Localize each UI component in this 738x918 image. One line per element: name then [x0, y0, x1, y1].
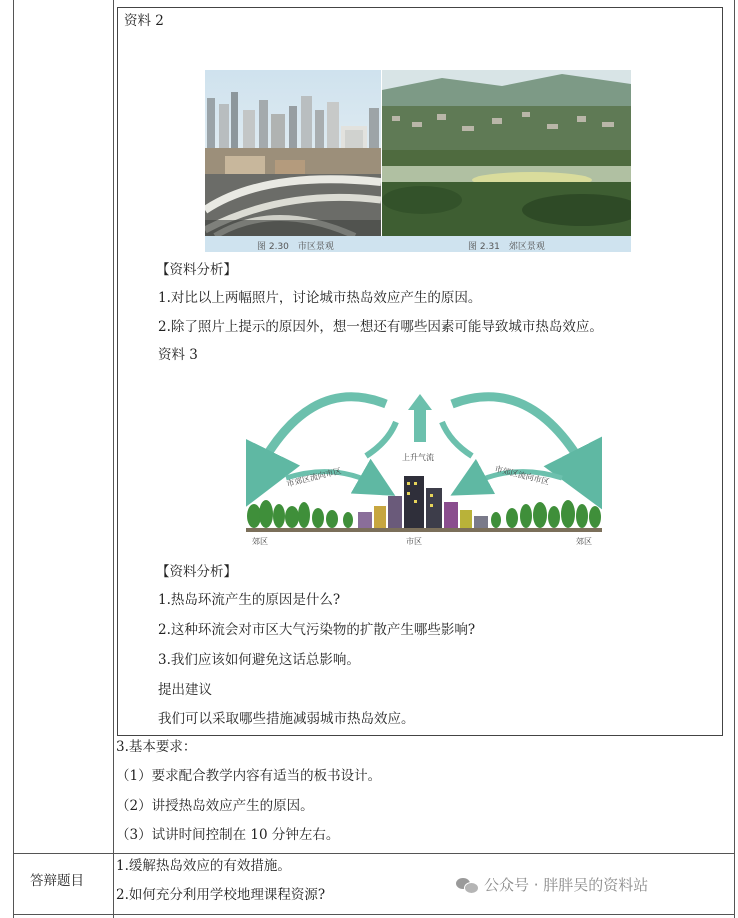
diagram-label-right-flow: 市郊区流向市区: [493, 464, 551, 487]
table-right-border: [734, 0, 735, 918]
diagram-label-right-suburb: 郊区: [576, 537, 592, 546]
defense-question-1: 1.缓解热岛效应的有效措施。: [116, 858, 291, 874]
diagram-label-left-suburb: 郊区: [252, 537, 268, 546]
requirement-3: （3）试讲时间控制在 10 分钟左右。: [116, 827, 340, 843]
city-photo: [205, 70, 381, 236]
diagram-label-left-flow: 市郊区流向市区: [285, 466, 343, 489]
requirement-1: （1）要求配合教学内容有适当的板书设计。: [116, 768, 382, 784]
suburb-photo: [382, 70, 631, 236]
material3-question-3: 3.我们应该如何避免这话总影响。: [158, 652, 360, 668]
diagram-label-city: 市区: [406, 537, 422, 546]
heat-island-diagram: [246, 378, 602, 548]
material2-heading: 资料 2: [124, 13, 164, 29]
material3-question-2: 2.这种环流会对市区大气污染物的扩散产生哪些影响?: [158, 622, 476, 638]
city-photo-image: [205, 70, 381, 236]
requirements-title: 3.基本要求：: [116, 739, 197, 755]
watermark-text: 公众号 · 胖胖吴的资料站: [484, 876, 649, 894]
diagram-label-updraft: 上升气流: [402, 453, 434, 462]
defense-label: 答辩题目: [30, 873, 84, 889]
requirement-2: （2）讲授热岛效应产生的原因。: [116, 798, 314, 814]
wechat-watermark: [456, 874, 648, 895]
table-left-border: [13, 0, 14, 918]
wechat-icon: [456, 876, 478, 894]
updraft-arrow-head: [408, 394, 432, 410]
material3-analysis-title: 【资料分析】: [156, 564, 237, 580]
updraft-arrow-shaft: [414, 408, 426, 442]
city-photo-caption: 图 2.30 市区景观: [257, 242, 334, 252]
material2-question-1: 1.对比以上两幅照片，讨论城市热岛效应产生的原因。: [158, 290, 482, 306]
left-upper-inward-arrow: [366, 422, 396, 456]
heat-island-diagram-svg: [246, 378, 602, 548]
material2-analysis-title: 【资料分析】: [156, 262, 237, 278]
right-upper-inward-arrow: [442, 422, 472, 456]
suggestion-text: 我们可以采取哪些措施减弱城市热岛效应。: [158, 711, 415, 727]
table-bottom-border: [13, 914, 735, 915]
material2-question-2: 2.除了照片上提示的原因外，想一想还有哪些因素可能导致城市热岛效应。: [158, 319, 603, 335]
suggestion-title: 提出建议: [158, 682, 212, 698]
material3-question-1: 1.热岛环流产生的原因是什么?: [158, 592, 341, 608]
left-outflow-arrow: [252, 397, 386, 482]
defense-question-2: 2.如何充分利用学校地理课程资源?: [116, 887, 326, 903]
suburb-photo-caption: 图 2.31 郊区景观: [468, 242, 545, 252]
suburb-photo-image: [382, 70, 631, 236]
material3-heading: 资料 3: [158, 347, 198, 363]
row-divider: [13, 853, 735, 854]
table-column-divider: [113, 0, 114, 918]
